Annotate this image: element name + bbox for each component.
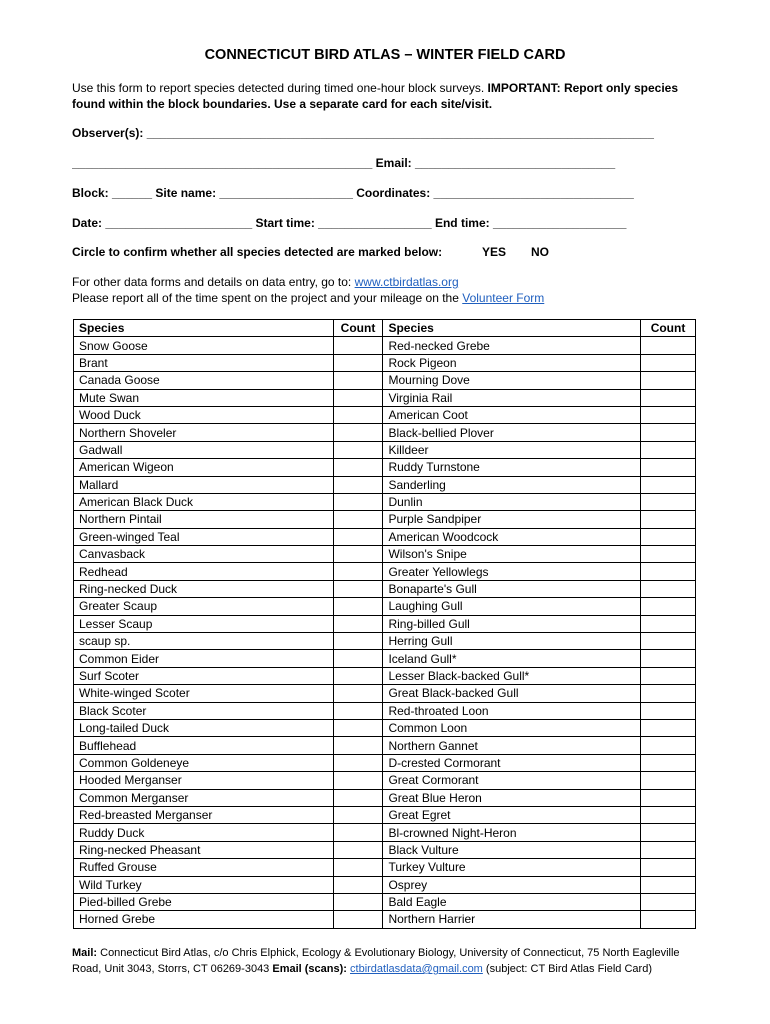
count-cell[interactable] (333, 772, 383, 789)
count-cell[interactable] (333, 667, 383, 684)
species-name: Red-throated Loon (383, 702, 641, 719)
table-row (74, 563, 696, 580)
table-row (74, 406, 696, 423)
species-name: Common Eider (74, 650, 334, 667)
species-name: Common Goldeneye (74, 754, 334, 771)
species-name: Green-winged Teal (74, 528, 334, 545)
count-cell[interactable] (641, 772, 696, 789)
count-cell[interactable] (333, 441, 383, 458)
count-cell[interactable] (641, 685, 696, 702)
table-row (74, 546, 696, 563)
table-row (74, 702, 696, 719)
species-name: Black-bellied Plover (383, 424, 641, 441)
count-cell[interactable] (641, 737, 696, 754)
species-name: Long-tailed Duck (74, 719, 334, 736)
table-row (74, 354, 696, 371)
species-name: Northern Gannet (383, 737, 641, 754)
count-cell[interactable] (333, 841, 383, 858)
count-cell[interactable] (333, 389, 383, 406)
species-name: Dunlin (383, 493, 641, 510)
species-name: Ring-necked Duck (74, 580, 334, 597)
table-row (74, 685, 696, 702)
species-name: D-crested Cormorant (383, 754, 641, 771)
email-field[interactable] (72, 156, 698, 170)
count-cell[interactable] (333, 459, 383, 476)
email-scans-link[interactable]: ctbirdatlasdata@gmail.com (350, 963, 483, 975)
species-name: Ruddy Turnstone (383, 459, 641, 476)
count-cell[interactable] (641, 615, 696, 632)
count-cell[interactable] (641, 372, 696, 389)
table-row (74, 511, 696, 528)
count-cell[interactable] (333, 476, 383, 493)
count-cell[interactable] (641, 806, 696, 823)
species-name: Greater Scaup (74, 598, 334, 615)
count-cell[interactable] (641, 563, 696, 580)
count-cell[interactable] (333, 493, 383, 510)
info-line2: Please report all of the time spent on the project and your mileage on the (72, 291, 463, 305)
count-cell[interactable] (641, 389, 696, 406)
species-name: Rock Pigeon (383, 354, 641, 371)
table-row (74, 650, 696, 667)
count-cell[interactable] (641, 667, 696, 684)
table-row (74, 615, 696, 632)
species-name: Brant (74, 354, 334, 371)
count-cell[interactable] (333, 806, 383, 823)
species-name: Mourning Dove (383, 372, 641, 389)
count-cell[interactable] (333, 789, 383, 806)
table-row (74, 859, 696, 876)
table-row (74, 789, 696, 806)
count-cell[interactable] (333, 528, 383, 545)
species-name: Hooded Merganser (74, 772, 334, 789)
count-cell[interactable] (333, 615, 383, 632)
count-cell[interactable] (333, 598, 383, 615)
species-name: Mute Swan (74, 389, 334, 406)
species-name: Ruddy Duck (74, 824, 334, 841)
species-header: Species (74, 320, 334, 337)
table-row (74, 737, 696, 754)
count-cell[interactable] (641, 650, 696, 667)
species-name: Laughing Gull (383, 598, 641, 615)
species-name: Osprey (383, 876, 641, 893)
mail-label: Mail: (72, 947, 98, 959)
table-row (74, 772, 696, 789)
species-name: Purple Sandpiper (383, 511, 641, 528)
info-text (72, 274, 544, 306)
table-row (74, 441, 696, 458)
table-row (74, 876, 696, 893)
count-cell[interactable] (333, 876, 383, 893)
species-name: Surf Scoter (74, 667, 334, 684)
species-name: Canada Goose (74, 372, 334, 389)
count-cell[interactable] (641, 633, 696, 650)
species-name: Ruffed Grouse (74, 859, 334, 876)
species-name: Mallard (74, 476, 334, 493)
table-header-row (74, 320, 696, 337)
count-cell[interactable] (333, 719, 383, 736)
species-name: Snow Goose (74, 337, 334, 354)
species-name: White-winged Scoter (74, 685, 334, 702)
species-name: Greater Yellowlegs (383, 563, 641, 580)
count-cell[interactable] (641, 719, 696, 736)
confirm-label: Circle to confirm whether all species detected are marked below: (72, 245, 443, 259)
table-row (74, 424, 696, 441)
page-title: CONNECTICUT BIRD ATLAS – WINTER FIELD CARD (204, 47, 566, 63)
species-name: Wilson's Snipe (383, 546, 641, 563)
count-cell[interactable] (333, 563, 383, 580)
count-cell[interactable] (333, 685, 383, 702)
species-name: Iceland Gull* (383, 650, 641, 667)
species-name: Red-necked Grebe (383, 337, 641, 354)
species-name: Bonaparte's Gull (383, 580, 641, 597)
count-cell[interactable] (333, 859, 383, 876)
count-cell[interactable] (641, 406, 696, 423)
species-name: Northern Pintail (74, 511, 334, 528)
observer-field[interactable] (72, 126, 698, 140)
count-cell[interactable] (641, 424, 696, 441)
species-name: Herring Gull (383, 633, 641, 650)
count-cell[interactable] (641, 824, 696, 841)
count-cell[interactable] (641, 337, 696, 354)
count-cell[interactable] (641, 598, 696, 615)
count-cell[interactable] (641, 459, 696, 476)
email-subject: (subject: CT Bird Atlas Field Card) (482, 963, 652, 975)
species-name: Lesser Black-backed Gull* (383, 667, 641, 684)
table-row (74, 806, 696, 823)
species-name: Virginia Rail (383, 389, 641, 406)
table-row (74, 372, 696, 389)
species-name: Great Black-backed Gull (383, 685, 641, 702)
species-name: Wild Turkey (74, 876, 334, 893)
table-row (74, 493, 696, 510)
count-header: Count (641, 320, 696, 337)
table-row (74, 580, 696, 597)
footer-text (72, 945, 702, 977)
table-row (74, 667, 696, 684)
species-name: Black Scoter (74, 702, 334, 719)
table-row (74, 389, 696, 406)
count-cell[interactable] (333, 580, 383, 597)
table-row (74, 911, 696, 928)
count-cell[interactable] (333, 424, 383, 441)
count-cell[interactable] (641, 580, 696, 597)
count-cell[interactable] (641, 876, 696, 893)
count-cell[interactable] (333, 511, 383, 528)
species-table (73, 319, 696, 929)
date-time-field[interactable] (72, 216, 698, 230)
count-cell[interactable] (333, 702, 383, 719)
table-row (74, 459, 696, 476)
count-cell[interactable] (641, 702, 696, 719)
count-cell[interactable] (333, 737, 383, 754)
count-cell[interactable] (333, 824, 383, 841)
species-name: Bl-crowned Night-Heron (383, 824, 641, 841)
species-name: Great Blue Heron (383, 789, 641, 806)
count-cell[interactable] (641, 841, 696, 858)
count-cell[interactable] (333, 354, 383, 371)
species-name: scaup sp. (74, 633, 334, 650)
table-row (74, 824, 696, 841)
count-cell[interactable] (333, 546, 383, 563)
table-row (74, 598, 696, 615)
count-cell[interactable] (641, 911, 696, 928)
count-cell[interactable] (641, 354, 696, 371)
species-header: Species (383, 320, 641, 337)
count-cell[interactable] (333, 911, 383, 928)
block-site-coordinates-field[interactable] (72, 186, 698, 200)
count-cell[interactable] (641, 493, 696, 510)
count-cell[interactable] (333, 893, 383, 910)
block-line-label: Block: ______ Site name: ____________________ Coordinates: ______________________________ (72, 186, 634, 200)
species-name: Ring-necked Pheasant (74, 841, 334, 858)
species-name: Bufflehead (74, 737, 334, 754)
table-row (74, 633, 696, 650)
species-name: Great Cormorant (383, 772, 641, 789)
count-cell[interactable] (333, 406, 383, 423)
observer-field-label: Observer(s): ____________________________________________________________________________ (72, 126, 654, 140)
count-cell[interactable] (333, 337, 383, 354)
count-header: Count (333, 320, 383, 337)
confirm-no-option[interactable]: NO (531, 245, 549, 259)
count-cell[interactable] (333, 372, 383, 389)
table-row (74, 893, 696, 910)
confirm-yes-option[interactable]: YES (482, 245, 507, 259)
table-row (74, 337, 696, 354)
count-cell[interactable] (333, 650, 383, 667)
volunteer-form-link[interactable]: Volunteer Form (462, 291, 545, 305)
species-name: Wood Duck (74, 406, 334, 423)
species-name: Redhead (74, 563, 334, 580)
intro-important: IMPORTANT: Report only species found within the block boundaries. Use a separate card for each site/visit. (72, 81, 679, 111)
count-cell[interactable] (641, 441, 696, 458)
species-name: Gadwall (74, 441, 334, 458)
count-cell[interactable] (641, 511, 696, 528)
table-row (74, 476, 696, 493)
species-name: Common Merganser (74, 789, 334, 806)
count-cell[interactable] (333, 633, 383, 650)
email-field-label: _____________________________________________ Email: ______________________________ (72, 156, 616, 170)
email-scans-label: Email (scans): (272, 963, 347, 975)
species-name: Northern Shoveler (74, 424, 334, 441)
info-line1: For other data forms and details on data entry, go to: (72, 275, 355, 289)
species-name: American Coot (383, 406, 641, 423)
species-name: Sanderling (383, 476, 641, 493)
species-name: Horned Grebe (74, 911, 334, 928)
species-name: Turkey Vulture (383, 859, 641, 876)
species-name: Black Vulture (383, 841, 641, 858)
count-cell[interactable] (333, 754, 383, 771)
species-name: American Woodcock (383, 528, 641, 545)
mail-address: Connecticut Bird Atlas, c/o Chris Elphick, Ecology & Evolutionary Biology, University of Connecticut, 75 North Eagleville Road, Unit 3043, Storrs, CT 06269-3043 (72, 947, 680, 975)
species-name: Common Loon (383, 719, 641, 736)
species-name: Killdeer (383, 441, 641, 458)
table-row (74, 719, 696, 736)
species-name: Ring-billed Gull (383, 615, 641, 632)
count-cell[interactable] (641, 754, 696, 771)
table-row (74, 528, 696, 545)
species-name: Pied-billed Grebe (74, 893, 334, 910)
count-cell[interactable] (641, 893, 696, 910)
species-name: American Wigeon (74, 459, 334, 476)
species-name: American Black Duck (74, 493, 334, 510)
intro-text (72, 80, 697, 112)
date-line-label: Date: ______________________ Start time: _________________ End time: ____________________ (72, 216, 627, 230)
species-name: Canvasback (74, 546, 334, 563)
count-cell[interactable] (641, 789, 696, 806)
count-cell[interactable] (641, 476, 696, 493)
species-name: Great Egret (383, 806, 641, 823)
count-cell[interactable] (641, 546, 696, 563)
species-name: Bald Eagle (383, 893, 641, 910)
count-cell[interactable] (641, 859, 696, 876)
species-name: Northern Harrier (383, 911, 641, 928)
species-name: Lesser Scaup (74, 615, 334, 632)
table-row (74, 754, 696, 771)
intro-plain: Use this form to report species detected during timed one-hour block surveys. (72, 81, 488, 95)
species-name: Red-breasted Merganser (74, 806, 334, 823)
ctbirdatlas-link[interactable]: www.ctbirdatlas.org (354, 275, 459, 289)
table-row (74, 841, 696, 858)
count-cell[interactable] (641, 528, 696, 545)
